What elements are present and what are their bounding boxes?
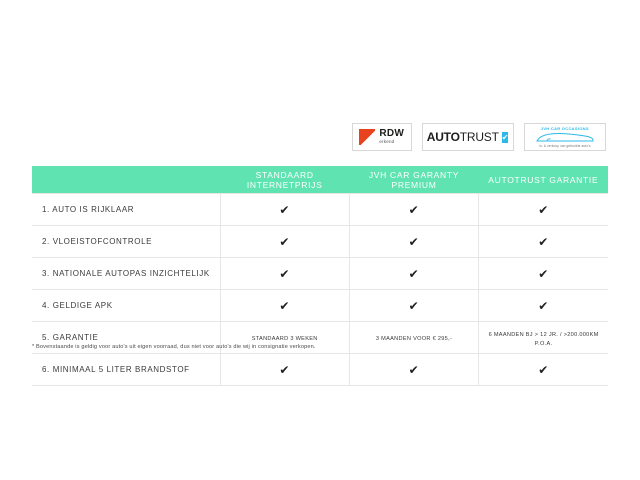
check-icon: ✔ [538, 234, 549, 249]
check-icon: ✔ [538, 202, 549, 217]
autotrust-logo-bold: AUTO [426, 130, 460, 144]
rdw-logo-sub: erkend [379, 139, 395, 145]
check-icon: ✔ [279, 298, 290, 313]
cell-autotrust [479, 258, 608, 290]
cell-jvh-premium [349, 194, 478, 226]
column-header-autotrust: AUTOTRUST GARANTIE [479, 166, 608, 194]
check-icon: ✔ [279, 266, 290, 281]
row-label: 6. MINIMAAL 5 LITER BRANDSTOF [32, 354, 220, 386]
check-icon: ✔ [501, 132, 509, 142]
rdw-flag-icon [359, 129, 375, 145]
rdw-logo-main: RDW [379, 128, 405, 140]
cell-standaard [220, 194, 349, 226]
table-row [32, 194, 608, 226]
jvh-logo [524, 123, 606, 151]
comparison-table [32, 166, 608, 386]
cell-jvh-premium [349, 226, 478, 258]
check-icon: ✔ [538, 298, 549, 313]
cell-autotrust [479, 226, 608, 258]
check-icon: ✔ [408, 266, 420, 281]
table-row [32, 354, 608, 386]
cell-text: 3 MAANDEN VOOR € 295,- [375, 336, 453, 342]
cell-text: 6 MAANDEN BJ > 12 JR. / >200.000KM P.O.A. [488, 331, 599, 347]
jvh-logo-top: JVH CAR OCCASIONS [540, 126, 589, 131]
autotrust-logo [422, 123, 514, 151]
row-label: 3. NATIONALE AUTOPAS INZICHTELIJK [32, 258, 220, 290]
table-head [32, 166, 608, 194]
cell-jvh-premium [349, 290, 478, 322]
column-header-standaard: STANDAARD INTERNETPRIJS [220, 166, 349, 194]
check-icon: ✔ [408, 362, 420, 377]
check-icon: ✔ [408, 298, 420, 313]
cell-jvh-premium [349, 354, 478, 386]
check-icon: ✔ [408, 234, 420, 249]
table-row [32, 290, 608, 322]
cell-standaard [220, 290, 349, 322]
footnote: * Bovenstaande is geldig voor auto's uit eigen voorraad, dus niet voor auto's die wij in consignatie verkopen. [32, 344, 316, 350]
cell-jvh-premium [349, 258, 478, 290]
car-icon [535, 132, 595, 143]
row-label: 2. VLOEISTOFCONTROLE [32, 226, 220, 258]
cell-standaard [220, 258, 349, 290]
rdw-logo-text [379, 129, 404, 145]
cell-autotrust [479, 194, 608, 226]
row-label: 4. GELDIGE APK [32, 290, 220, 322]
jvh-logo-bottom: in- & verkoop van gebruikte auto's [539, 144, 591, 148]
check-icon: ✔ [538, 266, 549, 281]
table-row [32, 226, 608, 258]
check-icon: ✔ [408, 202, 420, 217]
check-icon: ✔ [279, 202, 290, 217]
cell-autotrust [479, 290, 608, 322]
autotrust-logo-text [427, 130, 499, 144]
comparison-table-wrapper [32, 166, 608, 386]
autotrust-logo-light: TRUST [459, 130, 499, 144]
cell-autotrust [479, 354, 608, 386]
column-header-empty [32, 166, 220, 194]
cell-text: STANDAARD 3 WEKEN [251, 336, 318, 342]
row-label: 5. GARANTIE [32, 322, 220, 354]
check-icon: ✔ [538, 362, 549, 377]
rdw-logo [352, 123, 412, 151]
table-header-row [32, 166, 608, 194]
table-body [32, 194, 608, 386]
cell-standaard [220, 354, 349, 386]
table-row [32, 258, 608, 290]
row-label: 1. AUTO IS RIJKLAAR [32, 194, 220, 226]
cell-standaard [220, 226, 349, 258]
column-header-jvh-premium: JVH CAR GARANTY PREMIUM [349, 166, 478, 194]
logo-strip [352, 122, 606, 152]
check-icon: ✔ [279, 362, 290, 377]
check-icon: ✔ [279, 234, 290, 249]
